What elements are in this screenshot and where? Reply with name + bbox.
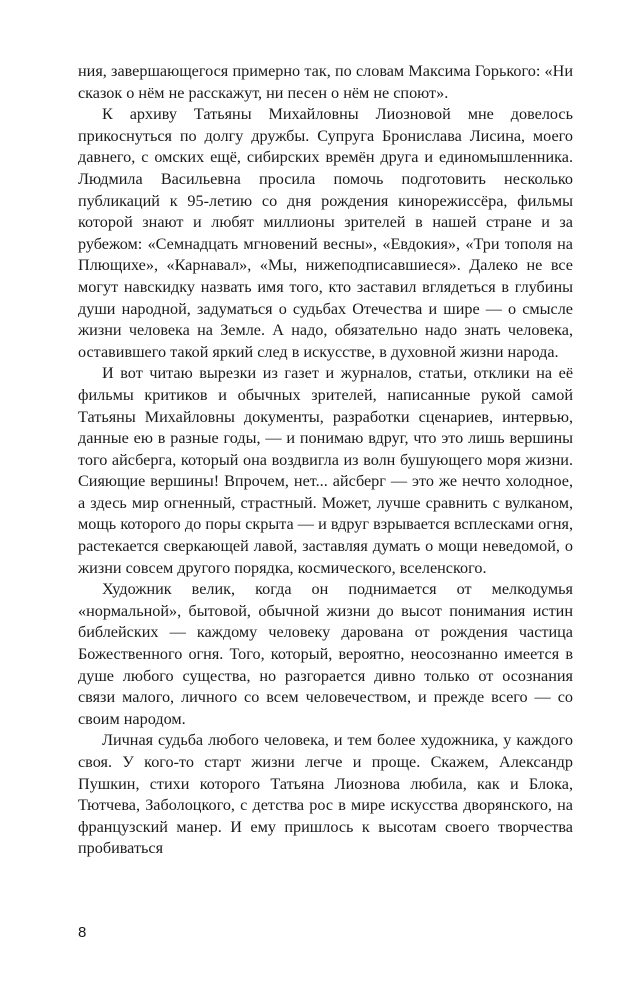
paragraph-clippings: И вот читаю вырезки из газет и журналов, статьи, отклики на её фильмы критиков и обычных зрителей, написанные рукой самой Татьяны Михайловны документы, разработки сценариев, интервью, данные ею в разные годы, — и понимаю вдруг, что это лишь вершины того айсберга, который она воздвигла из волн бушующего моря жизни. Сияющие вершины! Впрочем, нет... айсберг — это же нечто холодное, а здесь мир огненный, страстный. Может, лучше сравнить с вулканом, мощь которого до поры скрыта — и вдруг взрывается всплесками огня, растекается сверкающей лавой, заставляя думать о мощи неведомой, о жизни совсем другого порядка, космического, вселенского. <box>78 364 573 577</box>
paragraph-personal-fate: Личная судьба любого человека, и тем более художника, у каждого своя. У кого-то старт жизни легче и проще. Скажем, Александр Пушкин, стихи которого Татьяна Лиознова любила, как и Блока, Тютчева, Заболоцкого, с детства рос в мире искусства дворянского, на французский манер. И ему пришлось к высотам своего творчества пробиваться <box>78 731 573 858</box>
paragraph-artist: Художник велик, когда он поднимается от мелкодумья «нормальной», бытовой, обычной жизни до высот понимания истин библейских — каждому человеку дарована от рождения частица Божественного огня. Того, который, вероятно, неосознанно имеется в душе любого существа, но разгорается дивно только от осознания связи малого, личного со всем человечеством, и прежде всего — со своим народом. <box>78 580 573 728</box>
paragraph-archive: К архиву Татьяны Михайловны Лиозновой мне довелось прикоснуться по долгу дружбы. Супруга Бронислава Лисина, моего давнего, с омских ещё, сибирских времён друга и единомышленника. Людмила Васильевна просила помочь подготовить несколько публикаций к 95-летию со дня рождения кинорежиссёра, фильмы которой знают и любят миллионы зрителей в нашей стране и за рубежом: «Семнадцать мгновений весны», «Евдокия», «Три тополя на Плющихе», «Карнавал», «Мы, нижеподписавшиеся». Далеко не все могут навскидку назвать имя того, кто заставил вглядеться в глубины души народной, задуматься о судьбах Отечества и шире — о смысле жизни человека на Земле. А надо, обязательно надо знать человека, оставившего такой яркий след в искусстве, в духовной жизни народа. <box>78 105 573 361</box>
paragraph-continuation: ния, завершающегося примерно так, по словам Максима Горького: «Ни сказок о нём не расскажут, ни песен о нём не споют». <box>78 62 573 102</box>
body-text <box>78 61 573 860</box>
page-number: 8 <box>78 924 87 941</box>
